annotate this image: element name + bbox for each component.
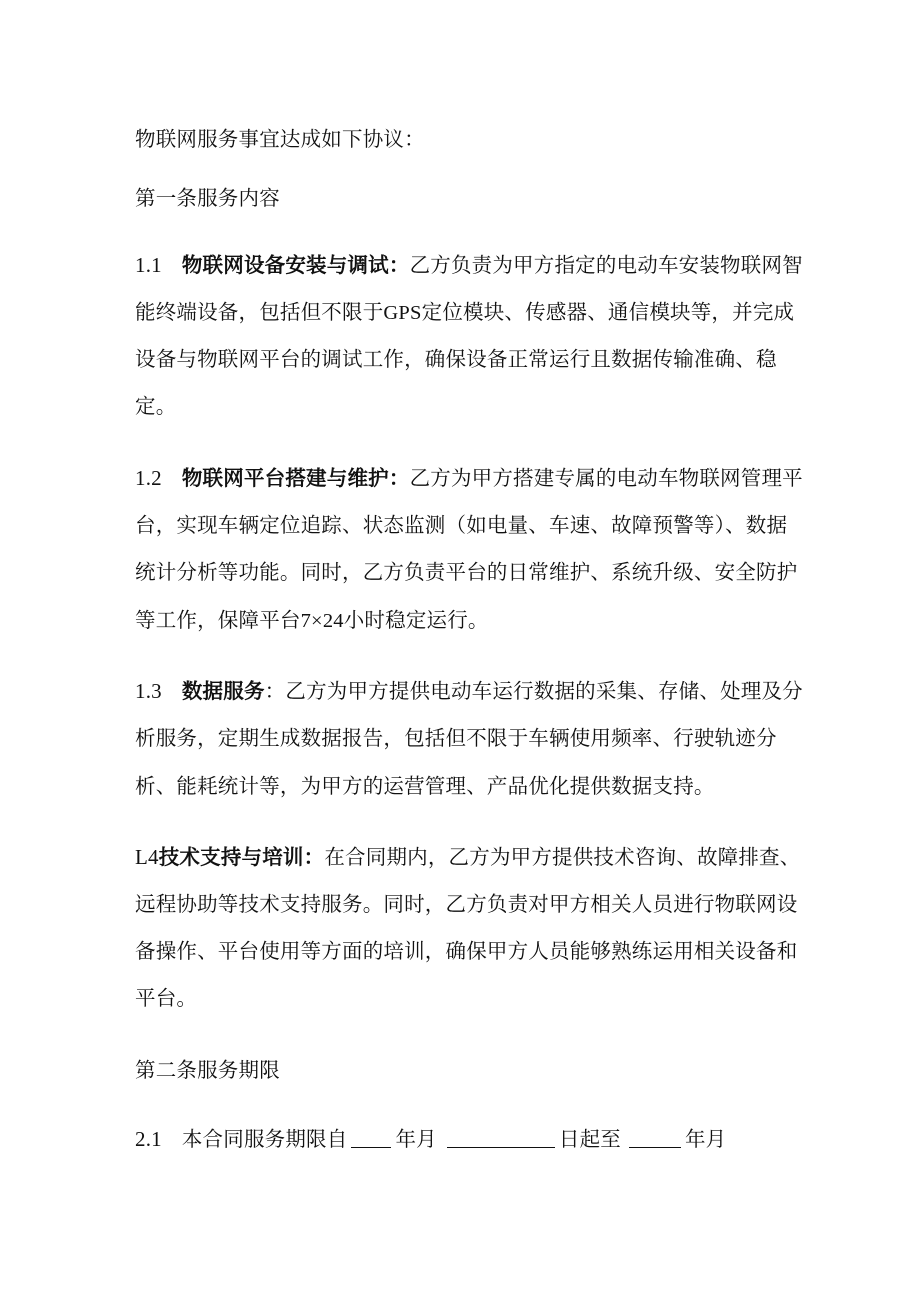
section-text: 本合同服务期限自	[181, 1127, 348, 1151]
section-number: 1.3	[135, 679, 162, 703]
section-2-1-line-1	[135, 1124, 726, 1154]
section-number: 1.1	[135, 253, 162, 277]
section-number: 1.2	[135, 466, 162, 490]
section-1-2-line-3: 统计分析等功能。同时，乙方负责平台的日常维护、系统升级、安全防护	[135, 560, 798, 584]
section-1-1-line-1	[135, 250, 803, 280]
section-1-2-line-2: 台，实现车辆定位追踪、状态监测（如电量、车速、故障预警等）、数据	[135, 513, 788, 537]
section-heading: 数据服务	[181, 679, 265, 703]
section-1-3-line-3: 析、能耗统计等，为甲方的运营管理、产品优化提供数据支持。	[135, 774, 715, 798]
year-blank	[351, 1127, 391, 1148]
section-1-4-line-1	[135, 842, 800, 872]
section-heading: 技术支持与培训：	[158, 845, 325, 869]
end-year-blank	[629, 1127, 681, 1148]
section-text: 年月	[684, 1127, 727, 1151]
section-text: 乙方为甲方搭建专属的电动车物联网管理平	[409, 466, 803, 490]
uptime-value: 7×24	[300, 610, 344, 632]
section-1-1-line-2	[135, 297, 794, 328]
article-1-title: 第一条服务内容	[135, 186, 280, 210]
section-1-2-line-4	[135, 605, 489, 636]
month-day-blank	[447, 1127, 555, 1148]
section-1-2-line-1	[135, 463, 803, 493]
section-number: 2.1	[135, 1127, 162, 1151]
section-heading: 物联网平台搭建与维护：	[181, 466, 410, 490]
section-text: 能终端设备，包括但不限于	[135, 300, 384, 324]
section-text: 年月	[395, 1127, 437, 1151]
intro-line: 物联网服务事宜达成如下协议：	[135, 127, 425, 151]
section-heading: 物联网设备安装与调试：	[181, 253, 410, 277]
section-1-4-line-2: 远程协助等技术支持服务。同时，乙方负责对甲方相关人员进行物联网设	[135, 892, 798, 916]
section-text: 小时稳定运行。	[343, 608, 489, 632]
section-1-3-line-1	[135, 676, 803, 706]
section-text: 乙方负责为甲方指定的电动车安装物联网智	[409, 253, 803, 277]
article-2-title: 第二条服务期限	[135, 1058, 280, 1082]
section-1-4-line-3: 备操作、平台使用等方面的培训，确保甲方人员能够熟练运用相关设备和	[135, 939, 798, 963]
section-1-4-line-4: 平台。	[135, 986, 198, 1010]
gps-term: GPS	[383, 302, 422, 324]
section-1-1-line-4: 定。	[135, 394, 177, 418]
section-number: L4	[135, 845, 159, 869]
section-text: 定位模块、传感器、通信模块等，并完成	[421, 300, 795, 324]
section-text: 在合同期内，乙方为甲方提供技术咨询、故障排查、	[324, 845, 801, 869]
section-text: ：乙方为甲方提供电动车运行数据的采集、存储、处理及分	[264, 679, 803, 703]
section-text: 等工作，保障平台	[135, 608, 301, 632]
section-1-3-line-2: 析服务，定期生成数据报告，包括但不限于车辆使用频率、行驶轨迹分	[135, 726, 777, 750]
section-text: 日起至	[558, 1127, 621, 1151]
section-1-1-line-3: 设备与物联网平台的调试工作，确保设备正常运行且数据传输准确、稳	[135, 347, 777, 371]
